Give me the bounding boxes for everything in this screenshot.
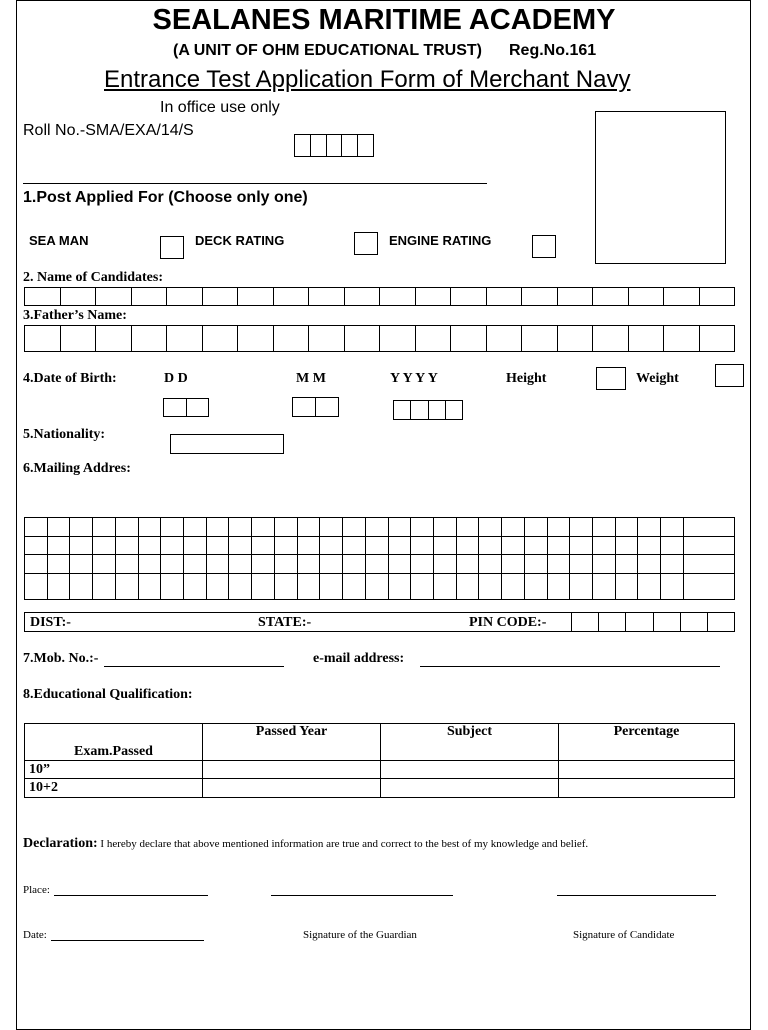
cell-percentage-10th[interactable] [559,761,735,779]
height-label: Height [506,371,547,386]
dist-label: DIST:- [30,615,71,630]
dob-year-hint: Y Y Y Y [390,371,438,386]
education-table [24,723,735,798]
guardian-signature-label: Signature of the Guardian [303,929,417,941]
cell-passed-year-12th[interactable] [203,779,381,798]
post-applied-label [23,189,308,207]
height-box[interactable] [596,367,626,390]
declaration [23,836,588,852]
father-name-boxes[interactable] [24,325,735,352]
exam-12th: 10+2 [25,779,203,798]
candidate-signature-line[interactable] [557,895,716,896]
option-seaman-checkbox[interactable] [160,236,184,259]
office-use-divider [23,183,487,184]
nationality-field[interactable] [170,434,284,454]
option-engine-rating-checkbox[interactable] [532,235,556,258]
weight-label: Weight [636,371,679,386]
education-label: 8.Educational Qualification: [23,687,193,702]
table-row [25,761,735,779]
office-use-label: In office use only [160,99,280,116]
guardian-signature-line[interactable] [271,895,453,896]
cell-subject-10th[interactable] [381,761,559,779]
option-deck-rating-label: DECK RATING [195,233,285,248]
option-seaman-label: SEA MAN [29,233,89,248]
place-input-line[interactable] [54,895,208,896]
header-percentage: Percentage [559,724,735,761]
post-applied-text: Post Applied For (Choose only one) [36,189,308,206]
candidate-name-boxes[interactable] [24,287,735,306]
table-row [25,779,735,798]
state-label: STATE:- [258,615,312,630]
post-applied-number: 1. [23,189,37,206]
roll-number-boxes[interactable] [294,134,374,157]
cell-percentage-12th[interactable] [559,779,735,798]
dob-month-hint: M M [296,371,326,386]
dob-month-boxes[interactable] [292,397,339,417]
option-deck-rating-checkbox[interactable] [354,232,378,255]
candidate-name-label: 2. Name of Candidates: [23,270,163,285]
academy-title: SEALANES MARITIME ACADEMY [152,4,616,36]
photo-box[interactable] [595,111,726,264]
mobile-input-line[interactable] [104,666,284,667]
pin-code-boxes[interactable] [571,612,735,632]
email-label: e-mail address: [313,651,405,666]
unit-subtitle: (A UNIT OF OHM EDUCATIONAL TRUST) [173,42,483,59]
mailing-address-grid[interactable] [24,517,735,600]
pin-code-label: PIN CODE:- [469,615,547,630]
father-name-label: 3.Father’s Name: [23,308,127,323]
declaration-text: I hereby declare that above mentioned information are true and correct to the best of my knowledge and belief. [100,838,589,850]
date-input-line[interactable] [51,940,204,941]
cell-passed-year-10th[interactable] [203,761,381,779]
weight-box[interactable] [715,364,744,387]
dob-day-hint: D D [164,371,188,386]
date-label: Date: [23,929,47,941]
dob-year-boxes[interactable] [393,400,463,420]
cell-subject-12th[interactable] [381,779,559,798]
exam-10th: 10” [25,761,203,779]
mobile-label: 7.Mob. No.:- [23,651,99,666]
nationality-label: 5.Nationality: [23,427,106,442]
header-exam-passed: Exam.Passed [25,724,203,761]
candidate-signature-label: Signature of Candidate [573,929,675,941]
option-engine-rating-label: ENGINE RATING [389,233,492,248]
dob-label: 4.Date of Birth: [23,371,117,386]
header-subject: Subject [381,724,559,761]
roll-number-label: Roll No.-SMA/EXA/14/S [23,122,194,139]
header-passed-year: Passed Year [203,724,381,761]
registration-number: Reg.No.161 [509,42,597,59]
mailing-address-label: 6.Mailing Addres: [23,461,131,476]
dob-day-boxes[interactable] [163,398,209,417]
place-label: Place: [23,884,50,896]
declaration-label: Declaration: [23,836,98,851]
email-input-line[interactable] [420,666,720,667]
form-title: Entrance Test Application Form of Merchant Navy [104,66,631,93]
